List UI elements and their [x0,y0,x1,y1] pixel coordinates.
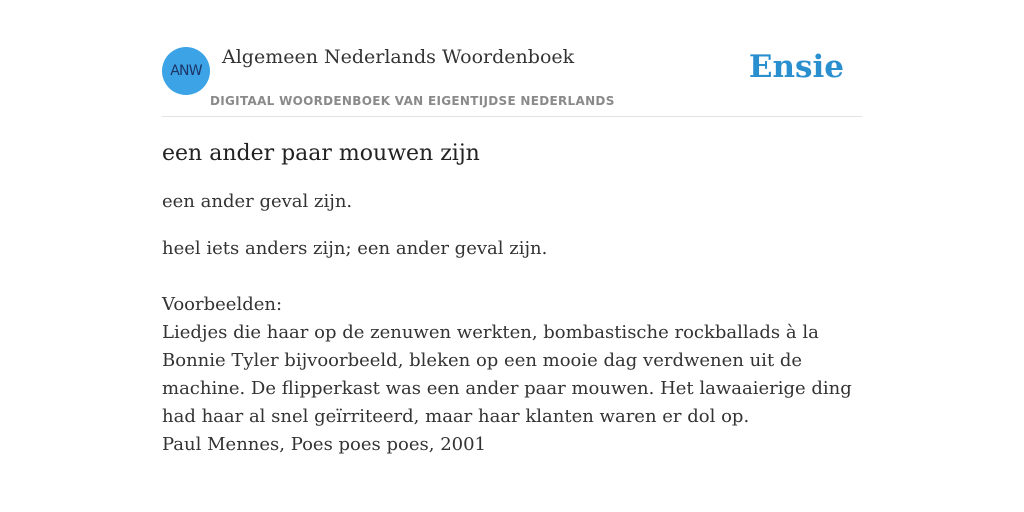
example-source: Paul Mennes, Poes poes poes, 2001 [162,434,487,455]
ensie-brand-logo[interactable]: Ensie [748,49,844,85]
anw-logo[interactable] [162,47,210,95]
long-definition: heel iets anders zijn; een ander geval zijn. [162,238,548,259]
site-subtitle: DIGITAAL WOORDENBOEK VAN EIGENTIJDSE NEDERLANDS [210,94,615,108]
short-definition: een ander geval zijn. [162,191,353,212]
example-text: Liedjes die haar op de zenuwen werkten, bombastische rockballads à la Bonnie Tyler bijvoorbeeld, bleken op een mooie dag verdwenen uit de machine. De flipperkast was een ander paar mouwen. Het lawaaierige ding had haar al snel geïrriteerd, maar haar klanten waren er dol op. [162,322,852,427]
site-title[interactable]: Algemeen Nederlands Woordenboek [222,46,575,68]
examples-block [162,291,862,459]
entry-content [162,136,862,459]
examples-label: Voorbeelden: [162,294,283,315]
site-header [162,40,862,117]
logo-text: ANW [170,63,202,79]
entry-title: een ander paar mouwen zijn [162,141,480,166]
